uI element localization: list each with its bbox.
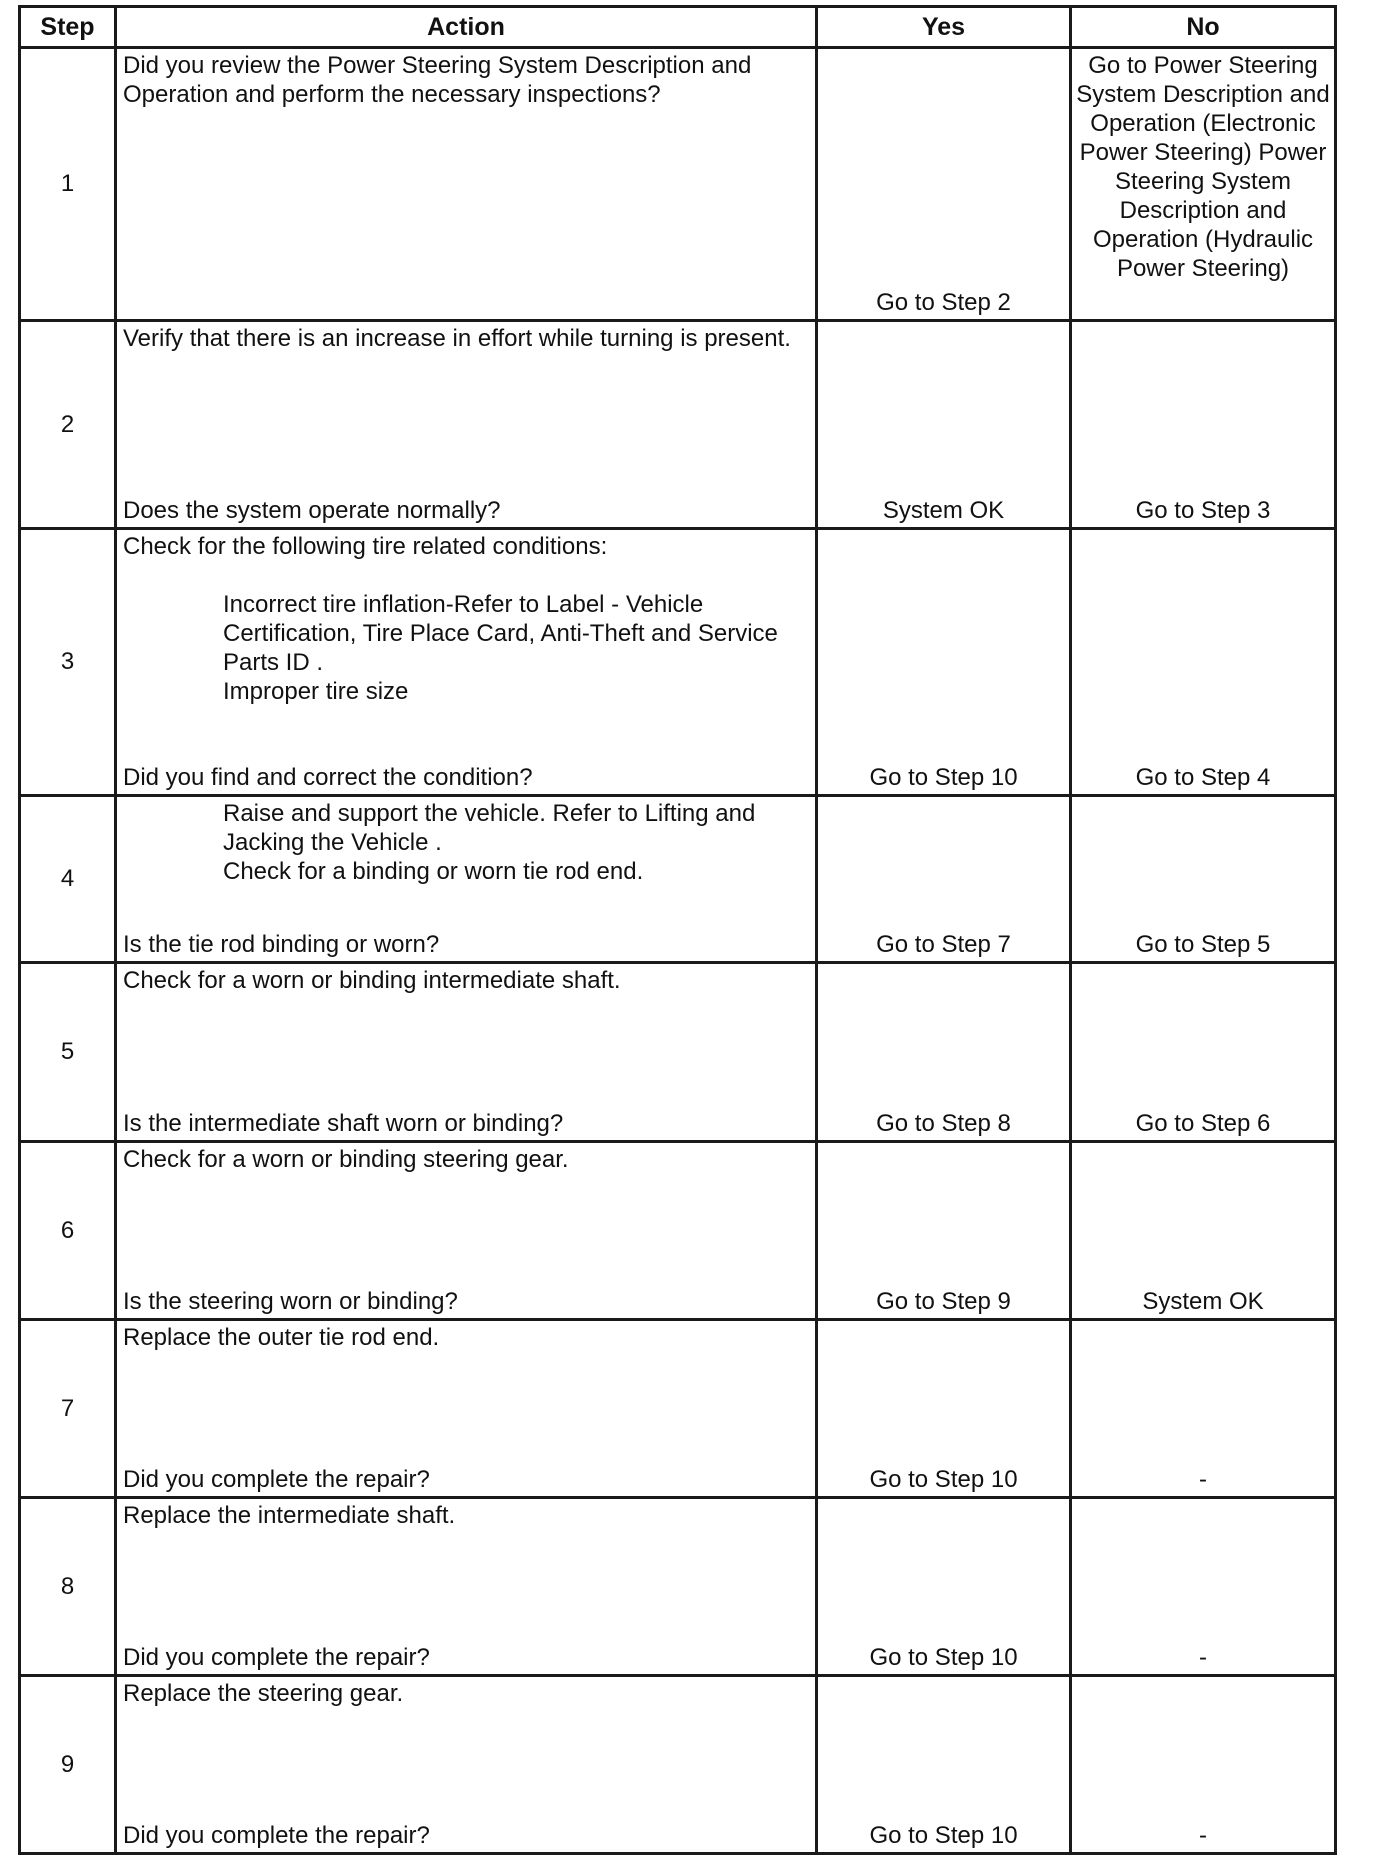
no-cell bbox=[1071, 963, 1336, 1142]
diagnostic-table bbox=[18, 5, 1337, 1855]
yes-cell bbox=[817, 529, 1071, 796]
yes-result: System OK bbox=[882, 497, 1005, 524]
action-text: Check for the following tire related conditions: bbox=[123, 533, 608, 560]
action-question: Did you find and correct the condition? bbox=[123, 764, 533, 791]
action-step: Incorrect tire inflation-Refer to Label - Vehicle Certification, Tire Place Card, Anti-Theft and Service Parts ID . bbox=[223, 591, 778, 676]
no-result: Go to Step 3 bbox=[1135, 497, 1271, 524]
action-cell bbox=[116, 48, 817, 321]
table-row bbox=[20, 1676, 1336, 1854]
action-question: Is the steering worn or binding? bbox=[123, 1288, 458, 1315]
no-result: - bbox=[1199, 1644, 1207, 1671]
action-question: Did you complete the repair? bbox=[123, 1822, 430, 1849]
action-cell bbox=[116, 1142, 817, 1320]
yes-result: Go to Step 10 bbox=[869, 764, 1018, 791]
yes-result: Go to Step 7 bbox=[876, 931, 1011, 958]
step-number: 1 bbox=[20, 48, 116, 321]
step-number: 7 bbox=[20, 1320, 116, 1498]
table-row bbox=[20, 48, 1336, 321]
action-text: Verify that there is an increase in effort while turning is present. bbox=[123, 325, 791, 352]
table-row bbox=[20, 1320, 1336, 1498]
yes-result: Go to Step 8 bbox=[876, 1110, 1011, 1137]
step-number: 9 bbox=[20, 1676, 116, 1854]
yes-cell bbox=[817, 1498, 1071, 1676]
action-cell bbox=[116, 963, 817, 1142]
no-result: System OK bbox=[1142, 1288, 1264, 1315]
action-cell bbox=[116, 1498, 817, 1676]
action-question: Is the intermediate shaft worn or binding? bbox=[123, 1110, 564, 1137]
yes-cell bbox=[817, 1142, 1071, 1320]
yes-result: Go to Step 2 bbox=[876, 289, 1011, 316]
action-text: Check for a worn or binding steering gear. bbox=[123, 1146, 569, 1173]
no-cell bbox=[1071, 321, 1336, 529]
step-number: 5 bbox=[20, 963, 116, 1142]
action-step: Check for a binding or worn tie rod end. bbox=[223, 858, 644, 885]
yes-cell bbox=[817, 48, 1071, 321]
action-cell bbox=[116, 796, 817, 963]
no-result: - bbox=[1199, 1466, 1207, 1493]
action-text: Replace the outer tie rod end. bbox=[123, 1324, 440, 1351]
action-steps-list bbox=[123, 799, 809, 886]
yes-cell bbox=[817, 321, 1071, 529]
header-yes: Yes bbox=[817, 7, 1071, 48]
yes-result: Go to Step 9 bbox=[876, 1288, 1011, 1315]
action-question: Did you complete the repair? bbox=[123, 1466, 430, 1493]
table-row bbox=[20, 1142, 1336, 1320]
no-cell bbox=[1071, 1676, 1336, 1854]
yes-cell bbox=[817, 796, 1071, 963]
yes-result: Go to Step 10 bbox=[869, 1822, 1018, 1849]
yes-result: Go to Step 10 bbox=[869, 1466, 1018, 1493]
action-steps-list bbox=[123, 590, 809, 706]
no-result: - bbox=[1199, 1822, 1207, 1849]
table-row bbox=[20, 321, 1336, 529]
action-text: Replace the intermediate shaft. bbox=[123, 1502, 456, 1529]
action-cell bbox=[116, 1320, 817, 1498]
action-cell bbox=[116, 529, 817, 796]
header-action: Action bbox=[116, 7, 817, 48]
no-cell bbox=[1071, 48, 1336, 321]
yes-cell bbox=[817, 1676, 1071, 1854]
no-cell bbox=[1071, 1498, 1336, 1676]
table-row bbox=[20, 1498, 1336, 1676]
step-number: 3 bbox=[20, 529, 116, 796]
header-step: Step bbox=[20, 7, 116, 48]
yes-cell bbox=[817, 963, 1071, 1142]
no-result: Go to Step 4 bbox=[1135, 764, 1271, 791]
no-result: Go to Step 6 bbox=[1135, 1110, 1271, 1137]
no-result: Go to Power Steering System Description and Operation (Electronic Power Steering) Power Steering System Description and Operation (Hydraulic Power Steering) bbox=[1076, 52, 1330, 282]
step-number: 8 bbox=[20, 1498, 116, 1676]
table-row bbox=[20, 529, 1336, 796]
action-question: Does the system operate normally? bbox=[123, 497, 501, 524]
no-cell bbox=[1071, 1320, 1336, 1498]
table-row bbox=[20, 963, 1336, 1142]
header-row bbox=[20, 7, 1336, 48]
no-result: Go to Step 5 bbox=[1135, 931, 1271, 958]
step-number: 6 bbox=[20, 1142, 116, 1320]
step-number: 4 bbox=[20, 796, 116, 963]
action-step: Improper tire size bbox=[223, 678, 409, 705]
action-text: Did you review the Power Steering System Description and Operation and perform the necessary inspections? bbox=[123, 52, 752, 108]
no-cell bbox=[1071, 1142, 1336, 1320]
action-step: Raise and support the vehicle. Refer to Lifting and Jacking the Vehicle . bbox=[223, 800, 756, 856]
yes-cell bbox=[817, 1320, 1071, 1498]
action-question: Is the tie rod binding or worn? bbox=[123, 931, 440, 958]
action-cell bbox=[116, 1676, 817, 1854]
no-cell bbox=[1071, 796, 1336, 963]
action-text: Replace the steering gear. bbox=[123, 1680, 404, 1707]
action-question: Did you complete the repair? bbox=[123, 1644, 430, 1671]
table-row bbox=[20, 796, 1336, 963]
step-number: 2 bbox=[20, 321, 116, 529]
action-cell bbox=[116, 321, 817, 529]
yes-result: Go to Step 10 bbox=[869, 1644, 1018, 1671]
header-no: No bbox=[1071, 7, 1336, 48]
action-text: Check for a worn or binding intermediate shaft. bbox=[123, 967, 621, 994]
no-cell bbox=[1071, 529, 1336, 796]
